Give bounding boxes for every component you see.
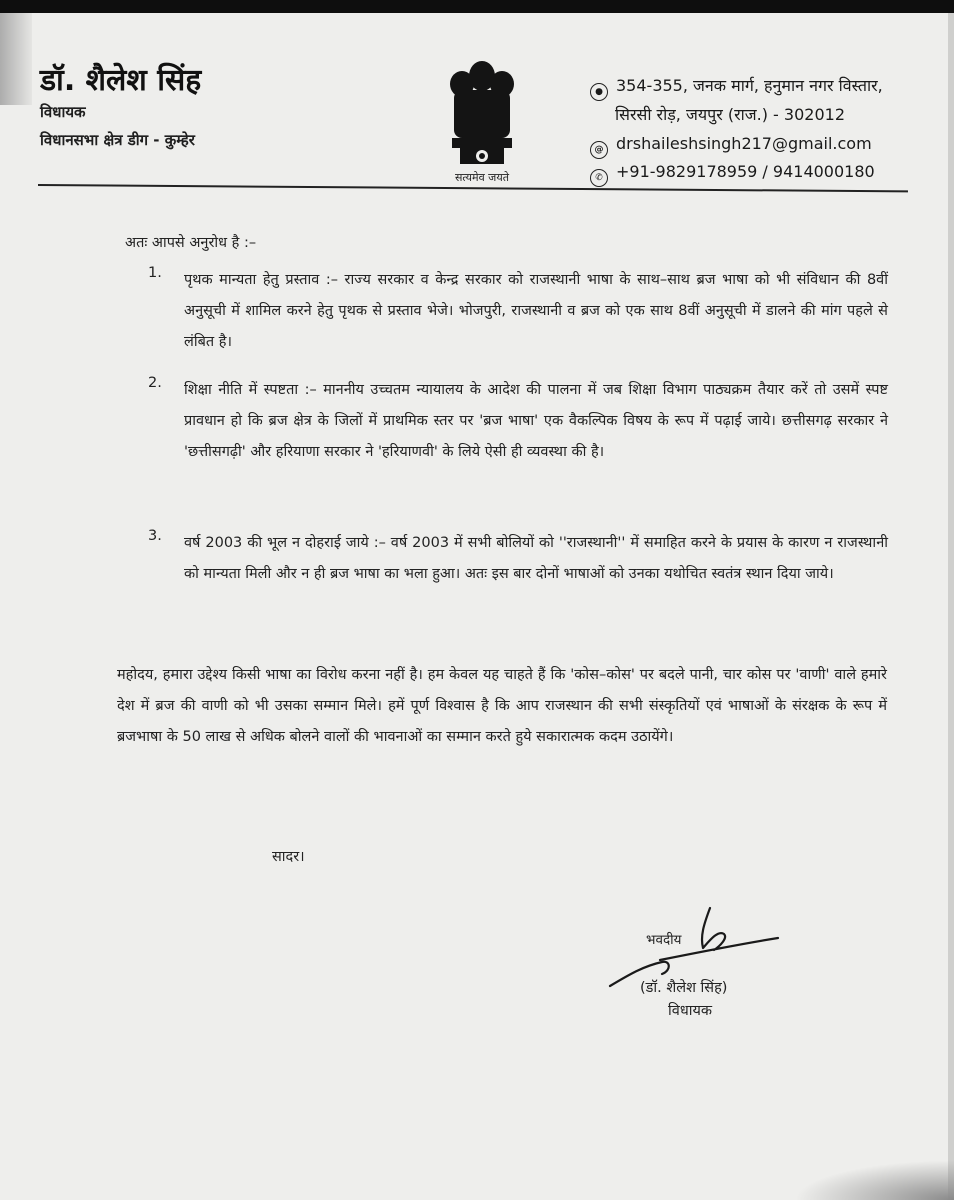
point-text: पृथक मान्यता हेतु प्रस्ताव :– राज्य सरकार व केन्द्र सरकार को राजस्थानी भाषा के साथ–साथ ब्रज भाषा को भी संविधान की 8वीं अनुसूची में शामिल करने हेतु पृथक से प्रस्ताव भेजे। भोजपुरी, राजस्थानी व ब्रज को एक साथ 8वीं अनुसूची में डालने की मांग पहले से लंबित है।	[184, 272, 888, 350]
paper-edge-shadow	[948, 13, 954, 1200]
address-line-2: सिरसी रोड़, जयपुर (राज.) - 302012	[615, 105, 845, 124]
email-icon: @	[590, 141, 608, 159]
signer-role: विधायक	[668, 1003, 713, 1019]
request-point-1	[148, 265, 888, 358]
closing-paragraph: महोदय, हमारा उद्देश्य किसी भाषा का विरोध करना नहीं है। हम केवल यह चाहते हैं कि 'कोस–कोस' पर बदले पानी, चार कोस पर 'वाणी' वाले हमारे देश में ब्रज की वाणी को भी उसका सम्मान मिले। हमें पूर्ण विश्वास है कि आप राजस्थान की सभी संस्कृतियों एवं भाषाओं के संरक्षक के रूप में ब्रजभाषा के 50 लाख से अधिक बोलने वालों की भावनाओं का सम्मान करते हुये सकारात्मक कदम उठायेंगे।	[117, 667, 887, 745]
emblem-motto: सत्यमेव जयते	[454, 171, 509, 184]
phone-line: ✆ +91-9829178959 / 9414000180	[590, 162, 875, 187]
phone-icon: ✆	[590, 169, 608, 187]
signer-name: (डॉ. शैलेश सिंह)	[640, 980, 728, 996]
address-line-1: ● 354-355, जनक मार्ग, हनुमान नगर विस्तार,	[590, 74, 883, 101]
corner-shadow	[794, 1160, 954, 1200]
letterhead-designation: विधायक	[40, 103, 86, 121]
point-text: वर्ष 2003 की भूल न दोहराई जाये :– वर्ष 2003 में सभी बोलियों को ''राजस्थानी'' में समाहित करने के प्रयास के कारण न राजस्थानी को मान्यता मिली और न ही ब्रज भाषा का भला हुआ। अतः इस बार दोनों भाषाओं को उनका यथोचित स्वतंत्र स्थान दिया जाये।	[184, 535, 888, 582]
letterhead-name: डॉ. शैलेश सिंह	[40, 63, 202, 98]
point-number: 3.	[148, 528, 162, 544]
top-border	[0, 0, 954, 13]
point-text: शिक्षा नीति में स्पष्टता :– माननीय उच्चतम न्यायालय के आदेश की पालना में जब शिक्षा विभाग पाठ्यक्रम तैयार करें तो उसमें स्पष्ट प्रावधान हो कि ब्रज क्षेत्र के जिलों में प्राथमिक स्तर पर 'ब्रज भाषा' एक वैकल्पिक विषय के रूप में पढ़ाई जाये। छत्तीसगढ़ सरकार ने 'छत्तीसगढ़ी' और हरियाणा सरकार ने 'हरियाणवी' के लिये ऐसी ही व्यवस्था की है।	[184, 382, 888, 460]
paper-fold-shadow	[0, 13, 32, 105]
request-point-3	[148, 528, 888, 590]
valediction: भवदीय	[646, 932, 682, 948]
letterhead-constituency: विधानसभा क्षेत्र डीग - कुम्हेर	[40, 131, 195, 149]
point-number: 2.	[148, 375, 162, 391]
point-number: 1.	[148, 265, 162, 281]
request-point-2	[148, 375, 888, 468]
email-line: @ drshaileshsingh217@gmail.com	[590, 134, 872, 159]
location-pin-icon: ●	[590, 83, 608, 101]
sign-off: सादर।	[272, 849, 305, 865]
letter-salutation: अतः आपसे अनुरोध है :–	[125, 235, 257, 251]
